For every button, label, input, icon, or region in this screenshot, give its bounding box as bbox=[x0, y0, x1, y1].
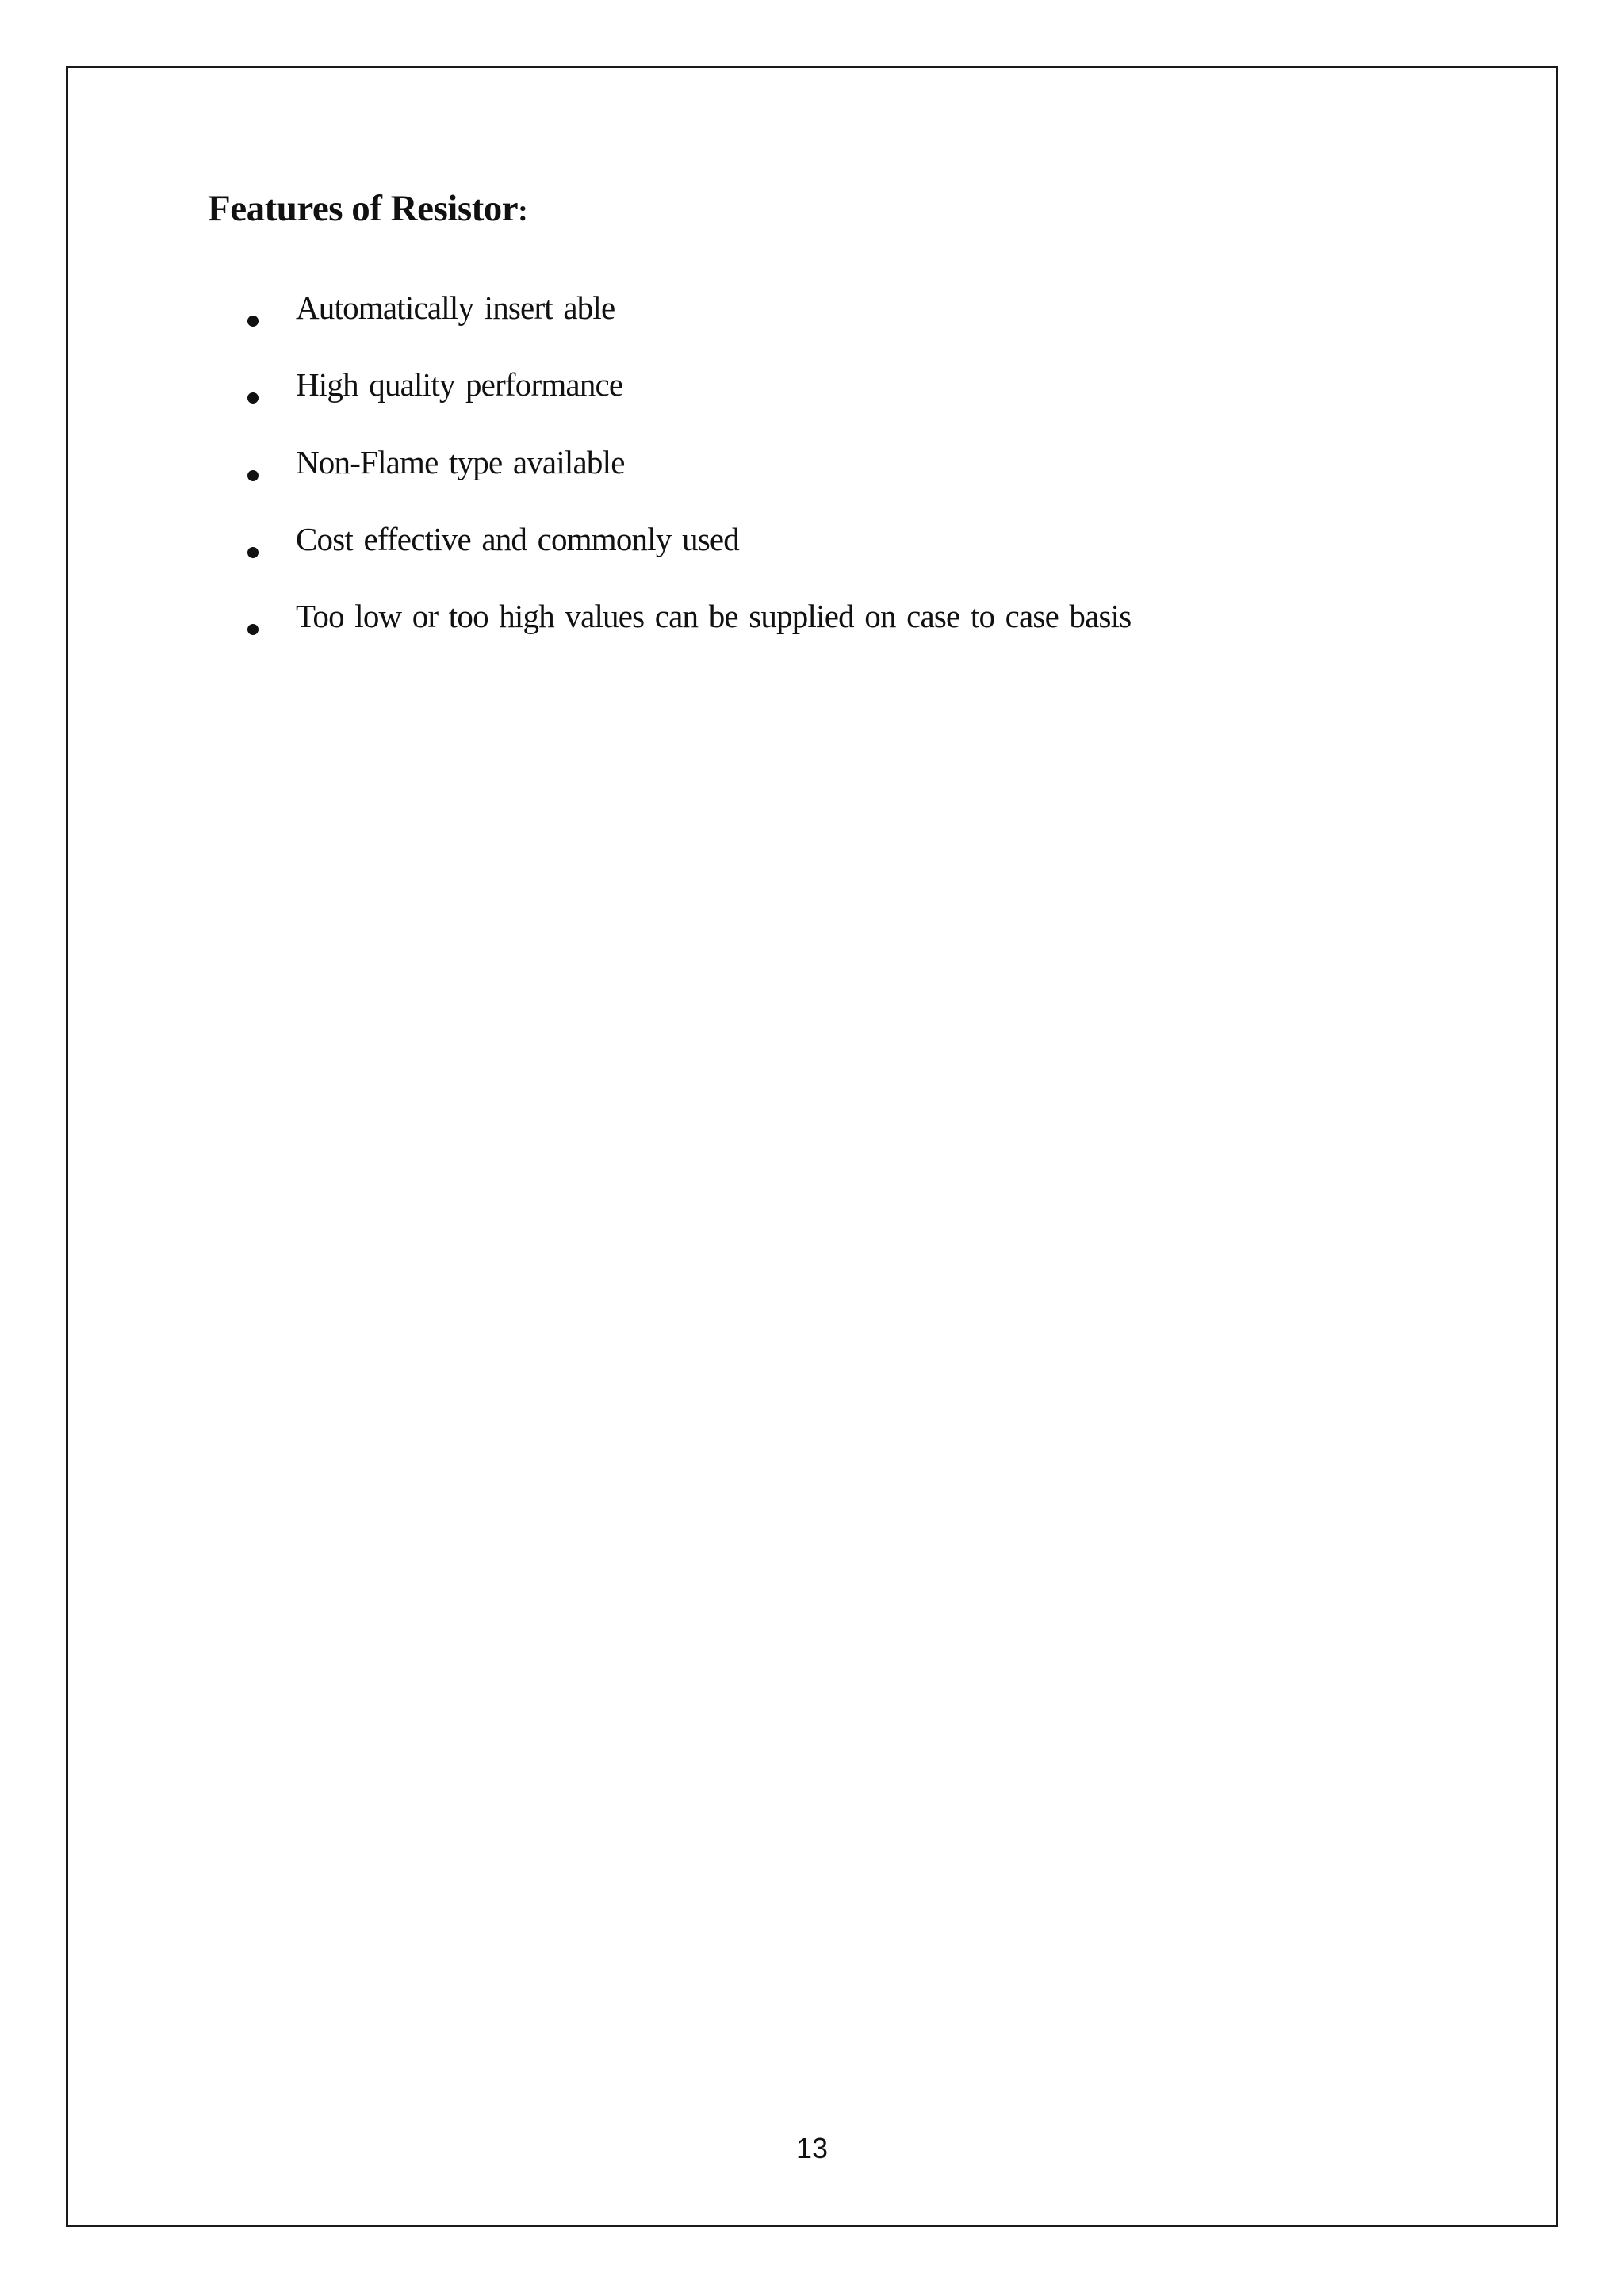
heading-text: Features of Resistor bbox=[208, 188, 519, 229]
feature-text: Automatically insert able bbox=[296, 289, 615, 326]
feature-text: High quality performance bbox=[296, 366, 623, 403]
bullet-icon bbox=[247, 624, 259, 635]
page-border bbox=[66, 66, 1558, 2227]
bullet-icon bbox=[247, 392, 259, 404]
section-heading bbox=[208, 190, 527, 228]
feature-text: Cost effective and commonly used bbox=[296, 521, 739, 557]
bullet-icon bbox=[247, 547, 259, 558]
feature-text: Too low or too high values can be supplied on case to case basis bbox=[296, 598, 1132, 634]
heading-colon: : bbox=[518, 194, 528, 228]
page-number: 13 bbox=[795, 2132, 829, 2164]
feature-text: Non-Flame type available bbox=[296, 444, 625, 480]
bullet-icon bbox=[247, 470, 259, 481]
bullet-icon bbox=[247, 316, 259, 327]
